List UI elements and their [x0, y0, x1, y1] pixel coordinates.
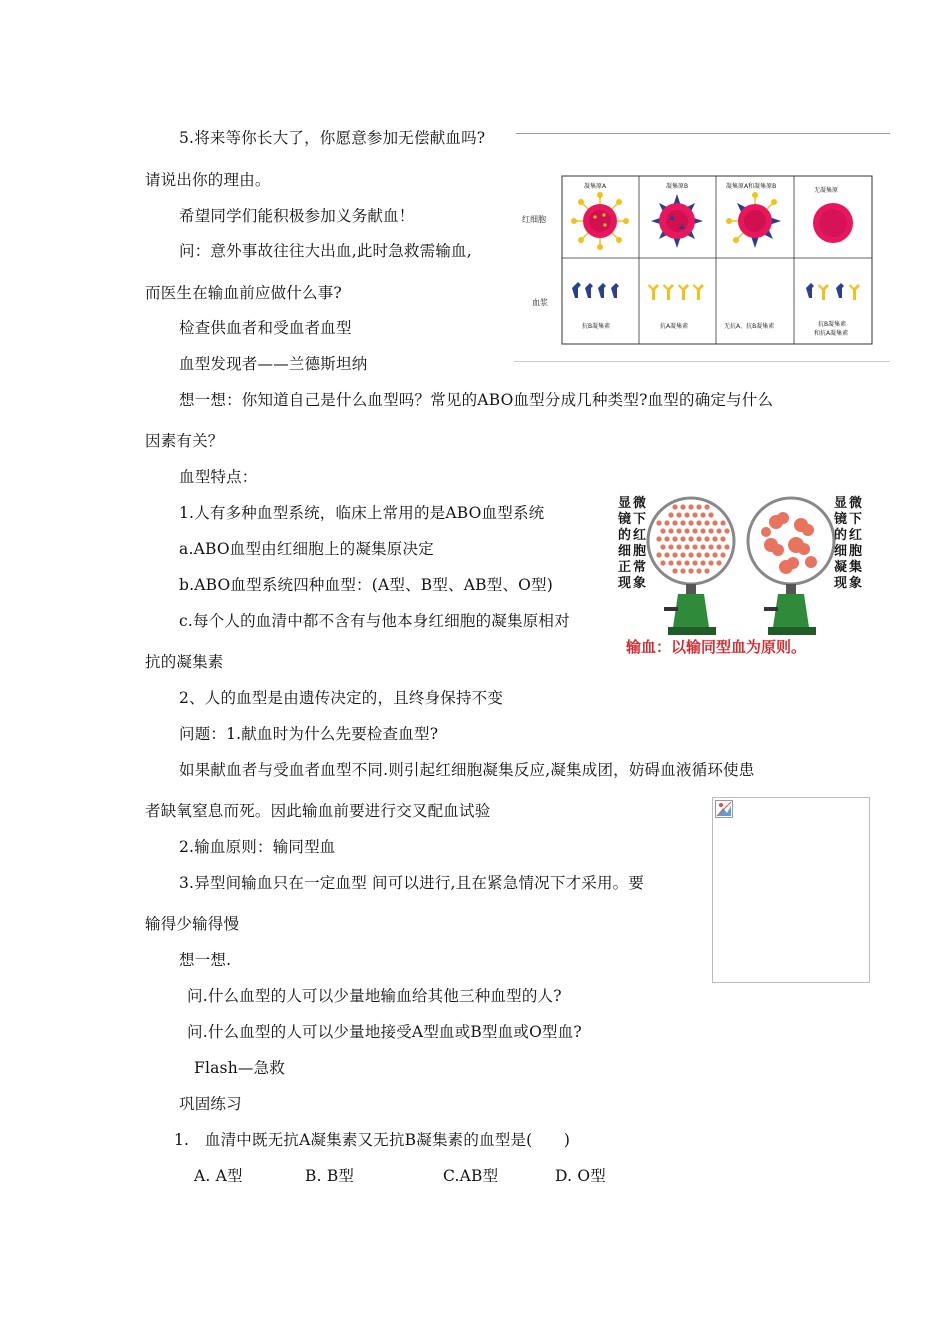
text-line: 希望同学们能积极参加义务献血！	[179, 207, 415, 225]
normal-cell	[676, 544, 681, 549]
plasma-label-none: 无抗A、抗B凝集素	[724, 323, 775, 330]
normal-cell	[664, 520, 669, 525]
normal-cell	[720, 520, 725, 525]
blood-type-figure	[514, 170, 890, 362]
text-line: 而医生在输血前应做什么事?	[145, 284, 342, 302]
side-char: 正	[618, 560, 632, 575]
microscope-figure	[616, 487, 866, 659]
plasma-label-anti-b: 抗B凝集素	[582, 323, 611, 330]
text-line: 3.异型间输血只在一定血型 间可以进行,且在紧急情况下才采用。要	[179, 874, 645, 892]
text-line: 血型发现者——兰德斯坦纳	[179, 355, 368, 373]
normal-cell	[696, 536, 701, 541]
option-a[interactable]: A. A型	[194, 1167, 243, 1185]
normal-cell	[672, 568, 677, 573]
normal-cell	[672, 520, 677, 525]
normal-cell	[704, 568, 709, 573]
antigen-label-b: 凝集原B	[666, 183, 689, 190]
normal-cell	[724, 528, 729, 533]
text-line: 因素有关？	[145, 432, 224, 450]
normal-cell	[724, 544, 729, 549]
normal-cell	[708, 544, 713, 549]
side-char: 红	[633, 528, 647, 543]
normal-cell	[680, 568, 685, 573]
normal-cell	[692, 528, 697, 533]
normal-cell	[692, 544, 697, 549]
normal-cell	[700, 544, 705, 549]
normal-cell	[708, 560, 713, 565]
text-line: 2、人的血型是由遗传决定的，且终身保持不变	[179, 689, 504, 707]
side-char: 象	[849, 576, 863, 591]
normal-cell	[676, 528, 681, 533]
option-b[interactable]: B. B型	[305, 1167, 355, 1185]
side-char: 镜	[834, 512, 848, 527]
normal-cell	[688, 504, 693, 509]
normal-cell	[720, 536, 725, 541]
section-heading: 血型特点：	[179, 468, 258, 486]
text-line: 请说出你的理由。	[145, 171, 271, 189]
normal-cell	[664, 536, 669, 541]
normal-cell	[704, 552, 709, 557]
normal-cell	[696, 504, 701, 509]
normal-cell	[676, 560, 681, 565]
microscope-agglutinated	[748, 498, 834, 635]
right-vertical-text	[834, 495, 862, 591]
side-char: 集	[849, 560, 863, 575]
side-char: 现	[618, 576, 632, 591]
normal-cell	[716, 560, 721, 565]
normal-cell	[704, 536, 709, 541]
normal-cell	[660, 560, 665, 565]
section-heading: 巩固练习	[179, 1095, 242, 1113]
side-char: 下	[633, 512, 647, 527]
text-line: 抗的凝集素	[145, 653, 224, 671]
normal-cell	[672, 504, 677, 509]
normal-cell	[688, 568, 693, 573]
image-placeholder	[712, 797, 870, 983]
side-char: 现	[834, 576, 848, 591]
rbc-type-a	[571, 192, 629, 250]
plasma-label-anti-a: 抗A凝集素	[660, 323, 689, 330]
text-line: 问.什么血型的人可以少量地输血给其他三种血型的人?	[187, 987, 562, 1005]
normal-cell	[696, 568, 701, 573]
normal-cell	[684, 560, 689, 565]
normal-cell	[700, 560, 705, 565]
normal-cell	[672, 552, 677, 557]
side-char: 胞	[633, 544, 647, 559]
text-line: 问.什么血型的人可以少量地接受A型血或B型血或O型血?	[187, 1023, 582, 1041]
text-line-q5: 5.将来等你长大了，你愿意参加无偿献血吗?	[179, 129, 486, 147]
normal-cell	[660, 528, 665, 533]
text-line: a.ABO血型由红细胞上的凝集原决定	[179, 540, 434, 558]
plasma-label-both-2: 和抗A凝集素	[814, 330, 849, 337]
normal-cell	[656, 520, 661, 525]
text-line: 想一想：你知道自己是什么血型吗？常见的ABO血型分成几种类型?血型的确定与什么	[179, 391, 774, 409]
normal-cell	[712, 520, 717, 525]
normal-cell	[660, 544, 665, 549]
normal-cell	[672, 536, 677, 541]
figure-caption: 输血：以输同型血为原则。	[626, 638, 807, 656]
antigen-label-ab: 凝集原A和凝集原B	[726, 183, 777, 190]
side-char: 红	[849, 528, 863, 543]
normal-cell	[704, 520, 709, 525]
normal-cell	[684, 544, 689, 549]
option-d[interactable]: D. O型	[555, 1167, 606, 1185]
side-char: 镜	[618, 512, 632, 527]
normal-cell	[712, 536, 717, 541]
text-line: c.每个人的血清中都不含有与他本身红细胞的凝集原相对	[179, 612, 570, 630]
normal-cell	[696, 552, 701, 557]
text-line: 问题：1.献血时为什么先要检查血型?	[179, 725, 439, 743]
left-vertical-text	[618, 495, 646, 591]
text-line: b.ABO血型系统四种血型：(A型、B型、AB型、O型)	[179, 576, 553, 594]
row-label-plasma: 血浆	[532, 298, 548, 307]
text-line: 2.输血原则：输同型血	[179, 838, 336, 856]
normal-cell	[684, 528, 689, 533]
text-line: 检查供血者和受血者血型	[179, 319, 352, 337]
normal-cell	[696, 520, 701, 525]
normal-cell	[712, 552, 717, 557]
row-label-rbc: 红细胞	[522, 215, 546, 224]
normal-cell	[716, 528, 721, 533]
normal-cell	[716, 544, 721, 549]
normal-cell	[692, 512, 697, 517]
plasma-label-both-1: 抗B凝集素	[818, 321, 847, 328]
option-c[interactable]: C.AB型	[443, 1167, 499, 1185]
side-char: 常	[633, 560, 647, 575]
side-char: 显	[834, 496, 848, 511]
side-char: 细	[834, 544, 848, 559]
normal-cell	[680, 536, 685, 541]
side-char: 胞	[849, 544, 863, 559]
normal-cell	[720, 552, 725, 557]
normal-cell	[700, 528, 705, 533]
normal-cell	[688, 536, 693, 541]
side-char: 微	[633, 496, 647, 511]
normal-cell	[676, 512, 681, 517]
rbc-type-o	[813, 203, 853, 243]
text-line: 者缺氧窒息而死。因此输血前要进行交叉配血试验	[145, 802, 491, 820]
text-line: 想一想.	[179, 951, 232, 969]
normal-cell	[668, 528, 673, 533]
normal-cell	[668, 544, 673, 549]
question-text: 1. 血清中既无抗A凝集素又无抗B凝集素的血型是( )	[174, 1131, 571, 1149]
normal-cell	[684, 512, 689, 517]
side-char: 显	[618, 496, 632, 511]
normal-cell	[668, 560, 673, 565]
normal-cell	[708, 528, 713, 533]
text-line: 1.人有多种血型系统，临床上常用的是ABO血型系统	[179, 504, 545, 522]
normal-cell	[668, 512, 673, 517]
normal-cell	[664, 552, 669, 557]
normal-cell	[680, 504, 685, 509]
broken-image-icon	[715, 800, 733, 818]
normal-cell	[656, 536, 661, 541]
side-char: 的	[618, 528, 632, 543]
text-line: 问：意外事故往往大出血,此时急救需输血,	[179, 242, 472, 260]
microscope-normal	[648, 498, 734, 635]
text-line: 输得少输得慢	[145, 915, 240, 933]
side-char: 凝	[834, 560, 848, 575]
side-char: 细	[618, 544, 632, 559]
normal-cell	[708, 512, 713, 517]
normal-cell	[680, 520, 685, 525]
antigen-label-a: 凝集原A	[584, 183, 607, 190]
normal-cell	[688, 552, 693, 557]
side-char: 微	[849, 496, 863, 511]
figure-divider	[514, 361, 890, 362]
normal-cell	[692, 560, 697, 565]
text-line: 如果献血者与受血者血型不同.则引起红细胞凝集反应,凝集成团，妨碍血液循环使患	[179, 761, 755, 779]
normal-cell	[704, 504, 709, 509]
flash-link[interactable]: Flash—急救	[194, 1059, 285, 1077]
normal-cell	[700, 512, 705, 517]
side-char: 象	[633, 576, 647, 591]
answer-underline	[516, 133, 890, 134]
side-char: 的	[834, 528, 848, 543]
normal-cell	[688, 520, 693, 525]
side-char: 下	[849, 512, 863, 527]
antigen-label-none: 无凝集原	[814, 187, 839, 194]
normal-cell	[656, 552, 661, 557]
normal-cell	[680, 552, 685, 557]
